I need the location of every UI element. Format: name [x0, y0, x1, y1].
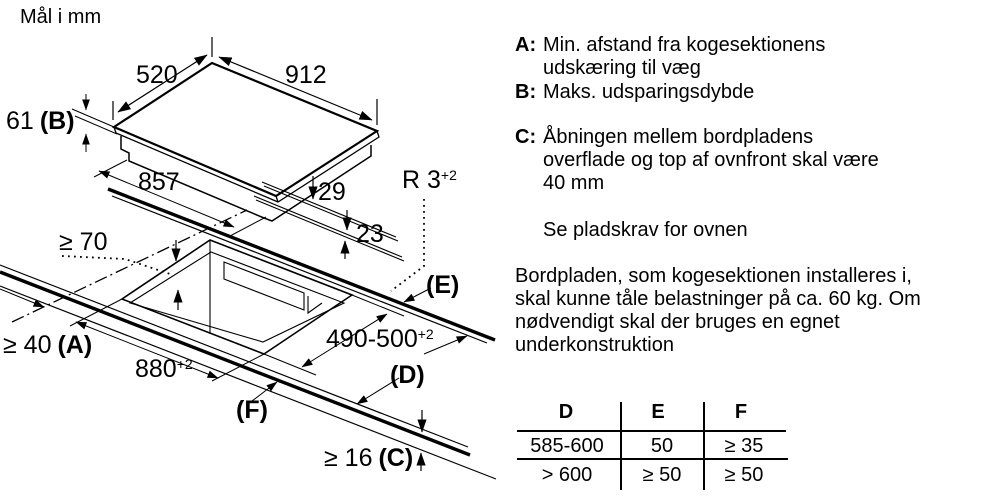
dim-490-label: $490-500^{+2}$	[326, 325, 434, 353]
table-cell: > 600	[541, 464, 593, 486]
table-rule	[517, 430, 786, 432]
dim-520-label: 520	[136, 61, 178, 89]
paragraph-line4: underkonstruktion	[515, 334, 674, 356]
table-header-e: E	[651, 401, 665, 423]
legend-c-prefix: C:	[515, 126, 537, 148]
dim-16C-label: ≥ 16 (C)	[324, 444, 414, 472]
table-cell: ≥ 35	[724, 435, 764, 457]
table-cell: ≥ 50	[642, 464, 682, 486]
table-header-f: F	[734, 401, 748, 423]
legend-c-line2: overflade og top af ovnfront skal være	[543, 149, 879, 171]
paragraph-line2: skal kunne tåle belastninger på ca. 60 kg. Om	[515, 288, 921, 310]
dim-70-label: ≥ 70	[59, 228, 108, 256]
dim-61B-label: 61 (B)	[6, 107, 75, 135]
label-D: (D)	[390, 361, 425, 389]
dim-line-40A	[0, 289, 44, 307]
table-header-d: D	[558, 401, 574, 423]
legend-b-prefix: B:	[515, 81, 537, 103]
table-rule	[517, 458, 788, 460]
dim-912-label: 912	[285, 61, 327, 89]
dim-lines-16C	[421, 410, 422, 471]
dim-40A-label: ≥ 40 (A)	[3, 331, 93, 359]
label-E: (E)	[426, 271, 460, 299]
legend-c-line3: 40 mm	[543, 172, 605, 194]
worktop-cutout	[122, 240, 352, 354]
dim-23-label: 23	[356, 220, 384, 248]
legend-note: Se pladskrav for ovnen	[543, 219, 748, 241]
legend-a-line1: Min. afstand fra kogesektionens	[543, 34, 826, 56]
radius-leader	[391, 199, 424, 291]
paragraph-line3: nødvendigt skal der bruges en egnet	[515, 311, 840, 333]
table-rule	[703, 402, 705, 490]
paragraph-line1: Bordpladen, som kogesektionen installeres i,	[515, 265, 912, 287]
dim-880-label: $880^{+2}$	[135, 355, 193, 383]
table-rule	[620, 402, 622, 490]
label-F: (F)	[236, 396, 268, 424]
page-title: Mål i mm	[20, 6, 102, 28]
legend-c-line1: Åbningen mellem bordpladens	[543, 126, 814, 148]
table-cell: ≥ 50	[724, 464, 764, 486]
dim-radius-label: R $3^{+2}$	[402, 166, 457, 194]
wall-line	[12, 210, 247, 322]
dim-29-label: 29	[318, 178, 346, 206]
legend-a-line2: udskæring til væg	[543, 57, 701, 79]
legend-a-prefix: A:	[515, 34, 537, 56]
legend-b-line1: Maks. udsparingsdybde	[543, 81, 755, 103]
table-cell: 50	[650, 435, 674, 457]
table-cell: 585-600	[530, 435, 604, 457]
dim-lines-61B	[72, 94, 117, 152]
dim-857-label: 857	[138, 168, 180, 196]
